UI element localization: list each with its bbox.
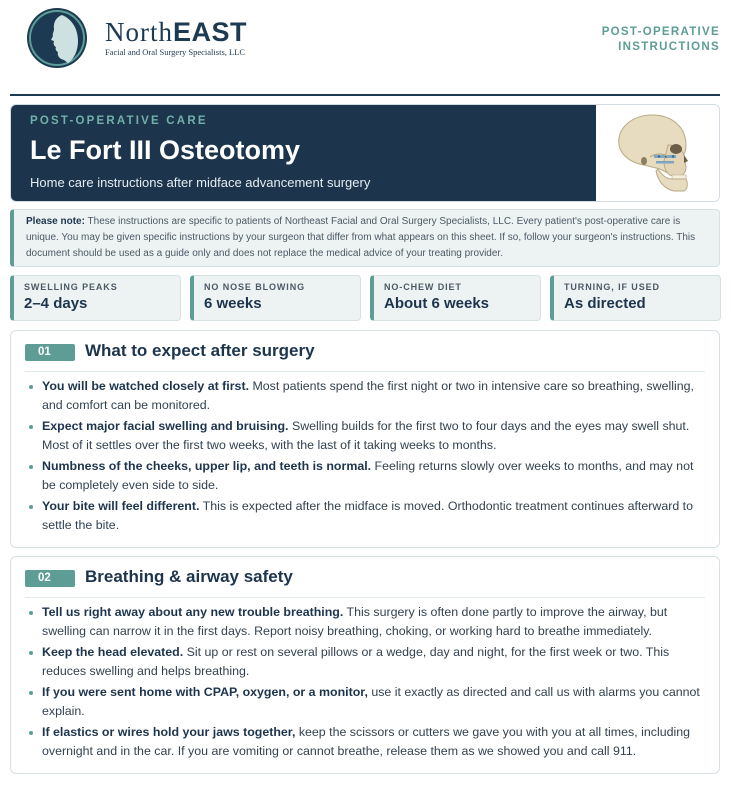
item-text: Most patients spend the first night or two in intensive care so breathing, swelling, and comfort can be monitored. — [42, 379, 694, 412]
bullet-icon — [29, 731, 33, 735]
section-breathing-airway — [10, 556, 720, 774]
stat-label: NO NOSE BLOWING — [204, 282, 305, 292]
list-item — [25, 417, 705, 455]
list-item — [25, 683, 705, 721]
note-lead: Please note: — [26, 216, 85, 227]
item-heading: You will be watched closely at first. — [42, 379, 250, 393]
document-type-line1: POST-OPERATIVE — [601, 26, 720, 38]
section-title: Breathing & airway safety — [85, 567, 293, 586]
section-divider — [25, 371, 705, 372]
instruction-list — [25, 603, 705, 763]
stat-value: 2–4 days — [24, 295, 88, 312]
header-divider — [10, 94, 720, 96]
bullet-icon — [29, 465, 33, 469]
item-heading: Your bite will feel different. — [42, 499, 200, 513]
hero-text-panel — [11, 105, 596, 202]
stat-value: About 6 weeks — [384, 295, 490, 312]
item-heading: Tell us right away about any new trouble breathing. — [42, 605, 344, 619]
bullet-icon — [29, 691, 33, 695]
list-item — [25, 377, 705, 415]
stat-value: 6 weeks — [204, 295, 262, 312]
instruction-list — [25, 377, 705, 537]
stat-card-nose-blowing — [190, 275, 361, 321]
brand-name-light: North — [105, 17, 173, 47]
stat-label: NO-CHEW DIET — [384, 282, 462, 292]
item-heading: Numbness of the cheeks, upper lip, and teeth is normal. — [42, 459, 372, 473]
item-heading: Expect major facial swelling and bruising. — [42, 419, 289, 433]
item-heading: Keep the head elevated. — [42, 645, 184, 659]
brand-subtitle: Facial and Oral Surgery Specialists, LLC — [105, 47, 246, 57]
section-divider — [25, 597, 705, 598]
item-text: This is expected after the midface is moved. Orthodontic treatment continues afterward to settle the bite. — [42, 499, 694, 532]
list-item — [25, 723, 705, 761]
stat-label: SWELLING PEAKS — [24, 282, 118, 292]
section-what-to-expect — [10, 330, 720, 548]
stat-card-diet — [370, 275, 541, 321]
document-type-line2: INSTRUCTIONS — [618, 41, 720, 53]
bullet-icon — [29, 385, 33, 389]
section-header — [25, 341, 705, 363]
stat-card-swelling — [10, 275, 181, 321]
stat-card-turning — [550, 275, 721, 321]
item-text: keep the scissors or cutters we gave you with you at all times, including overnight and in the car. If you are vomiting or cannot breathe, release them as we showed you and call 911. — [42, 725, 691, 758]
list-item — [25, 457, 705, 495]
item-heading: If you were sent home with CPAP, oxygen, or a monitor, — [42, 685, 368, 699]
hero-banner — [10, 104, 720, 202]
page-subtitle: Home care instructions after midface advancement surgery — [30, 175, 371, 190]
stat-value: As directed — [564, 295, 646, 312]
list-item — [25, 497, 705, 535]
item-text: Feeling returns slowly over weeks to months, and may not be completely even side to side. — [42, 459, 694, 492]
item-heading: If elastics or wires hold your jaws together, — [42, 725, 296, 739]
hero-kicker: POST-OPERATIVE CARE — [30, 115, 208, 127]
section-header — [25, 567, 705, 589]
section-number-badge: 01 — [25, 344, 75, 361]
note-text: These instructions are specific to patients of Northeast Facial and Oral Surgery Specialists, LLC. Every patient's post-operative care is unique. You may be given specific instructions by your surgeon that differ from what appears on this sheet. If so, follow your surgeon's instructions. This document should be used as a guide only and does not replace the medical advice of your treating provider. — [26, 216, 696, 259]
disclaimer-note — [10, 209, 720, 267]
logo-profile-icon — [26, 7, 88, 69]
bullet-icon — [29, 651, 33, 655]
item-text: This surgery is often done partly to improve the airway, but swelling can narrow it in the first days. Report noisy breathing, choking, or working hard to breathe immediately. — [42, 605, 668, 638]
item-text: use it exactly as directed and call us with alarms you cannot explain. — [42, 685, 700, 718]
document-type — [570, 25, 720, 55]
section-number-badge: 02 — [25, 570, 75, 587]
brand-name-bold: EAST — [173, 17, 248, 47]
bullet-icon — [29, 425, 33, 429]
skull-illustration-icon — [596, 105, 720, 202]
section-title: What to expect after surgery — [85, 341, 315, 360]
item-text: Sit up or rest on several pillows or a wedge, day and night, for the first week or two. This reduces swelling and helps breathing. — [42, 645, 670, 678]
page-header — [10, 0, 720, 96]
bullet-icon — [29, 611, 33, 615]
page-title: Le Fort III Osteotomy — [30, 135, 301, 165]
list-item — [25, 643, 705, 681]
list-item — [25, 603, 705, 641]
brand-name — [105, 17, 247, 48]
item-text: Swelling builds for the first two to four days and the eyes may swell shut. Most of it settles over the first two weeks, with the last of it taking weeks to months. — [42, 419, 690, 452]
stat-label: TURNING, IF USED — [564, 282, 660, 292]
bullet-icon — [29, 505, 33, 509]
